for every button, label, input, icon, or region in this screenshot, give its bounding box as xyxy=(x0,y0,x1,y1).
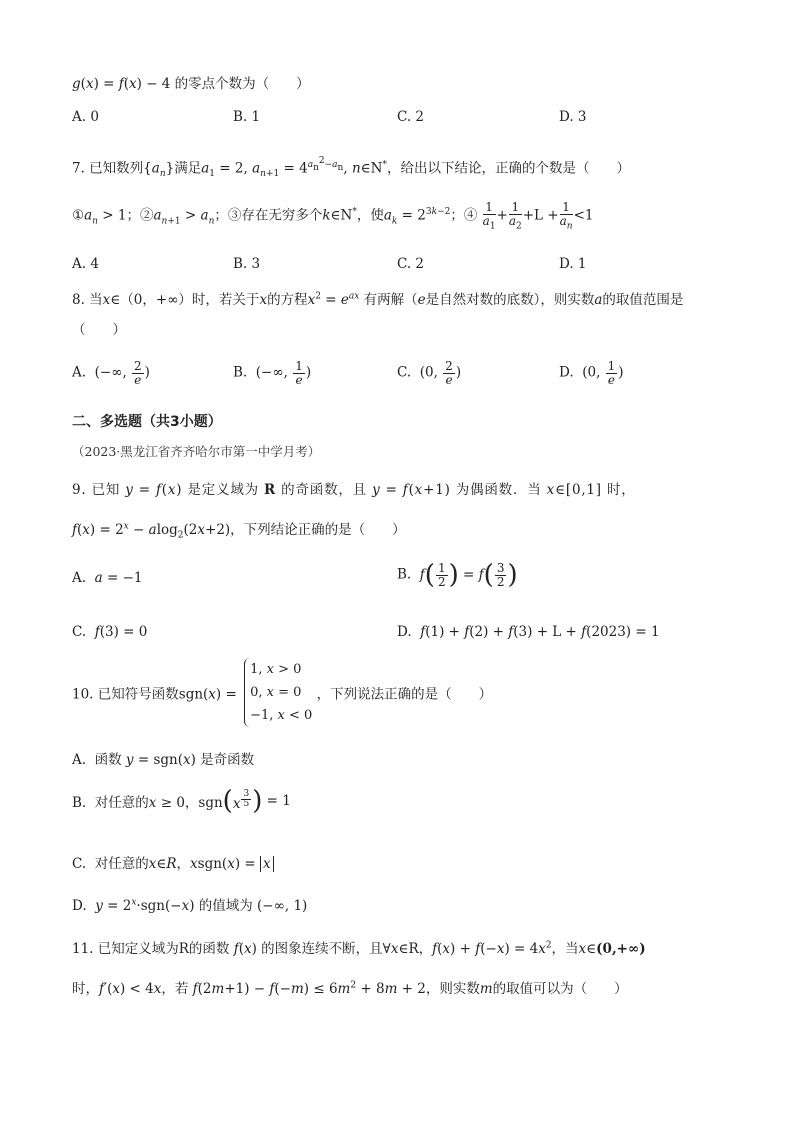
q9-option-b[interactable]: B. f( $\frac{1}{2}$ ) = f( $\frac{3}{2}$ ) xyxy=(397,560,518,590)
q9-option-a[interactable]: A. a = −1 xyxy=(72,570,143,586)
q10-option-d[interactable]: D. $y = 2^x\cdot sgn(-x)$ 的值域为 (−∞, 1) xyxy=(72,897,308,914)
question-7-stem: 7. 已知数列$\{a_n\}$满足$a_1 = 2$, $a_{n+1} = 4^{a_n^2-a_n}$, n∈N*，给出以下结论，正确的个数是（ ） xyxy=(72,156,630,180)
q6-option-d[interactable]: D. 3 xyxy=(559,109,587,125)
q8-option-b[interactable]: B. (−∞, $\frac{1}{e}$ ) xyxy=(233,359,312,387)
q9-option-d[interactable]: D. f(1) + f(2) + f(3) + L + f(2023) = 1 xyxy=(397,624,660,640)
question-6-tail: g(x) = f(x) − 4 的零点个数为（ ） xyxy=(72,76,310,92)
question-7-statements: $①a_n > 1$；$②a_{n+1} > a_n$；③存在无穷多个k∈N*，使$a_k = 2^{3k-2}$；④ $\frac{1}{a_1}$ + $\frac{1}{a_2}$ +L + $\frac{1}{a_n}$ <1 xyxy=(72,200,594,231)
q10-option-c[interactable]: C. 对任意的x∈R，xsgn(x) = x xyxy=(72,852,274,872)
q9-option-c[interactable]: C. f(3) = 0 xyxy=(72,624,148,640)
q6-option-c[interactable]: C. 2 xyxy=(397,109,425,125)
q6-option-b[interactable]: B. 1 xyxy=(233,109,261,125)
q10-option-b[interactable]: B. 对任意的x ≥ 0，sgn(x $^{\frac{3}{5}}$ ) = 1 xyxy=(72,786,291,816)
question-11-stem-cont: 时，f′(x) < 4x，若 $f(2m+1) - f(-m) \le 6m^2 + 8m + 2$，则实数m的取值可以为（ ） xyxy=(72,980,628,997)
question-9-stem: 9. 已知 y = f(x) 是定义域为 R 的奇函数，且 y = f(x+1) 为偶函数．当 x∈[0,1] 时， xyxy=(72,482,636,498)
question-11-stem: 11. 已知定义域为R的函数 f(x) 的图象连续不断，且∀x∈R，$f(x) + f(-x) = 4x^2$，当x∈(0,+∞) xyxy=(72,940,646,957)
q8-option-c[interactable]: C. (0, $\frac{2}{e}$ ) xyxy=(397,359,462,387)
question-8-stem: 8. 当x∈（0，+∞）时，若关于x的方程$x^2 = e^{ax}$ 有两解（e是自然对数的底数），则实数a的取值范围是 xyxy=(72,291,684,308)
q8-option-a[interactable]: A. (−∞, $\frac{2}{e}$ ) xyxy=(72,359,150,387)
question-source-note: （2023·黑龙江省齐齐哈尔市第一中学月考） xyxy=(72,444,321,459)
section-title-multiple-choice: 二、多选题（共3小题） xyxy=(72,414,222,430)
q8-option-d[interactable]: D. (0, $\frac{1}{e}$ ) xyxy=(559,359,624,387)
q7-option-c[interactable]: C. 2 xyxy=(397,256,425,272)
q7-option-d[interactable]: D. 1 xyxy=(559,256,587,272)
question-10-stem: 10. 已知符号函数sgn(x) = 1, x > 0 0, x = 0 −1, x < 0 ，下列说法正确的是（ ） xyxy=(72,658,492,727)
q7-option-b[interactable]: B. 3 xyxy=(233,256,261,272)
q7-option-a[interactable]: A. 4 xyxy=(72,256,99,272)
q6-option-a[interactable]: A. 0 xyxy=(72,109,99,125)
question-9-stem-cont: $f(x) = 2^x - alog_2(2x+2)$，下列结论正确的是（ ） xyxy=(72,521,406,541)
q10-option-a[interactable]: A. 函数 y = sgn(x) 是奇函数 xyxy=(72,752,255,768)
piecewise-brace: 1, x > 0 0, x = 0 −1, x < 0 xyxy=(244,658,312,727)
question-8-stem-cont: （ ） xyxy=(72,322,126,338)
